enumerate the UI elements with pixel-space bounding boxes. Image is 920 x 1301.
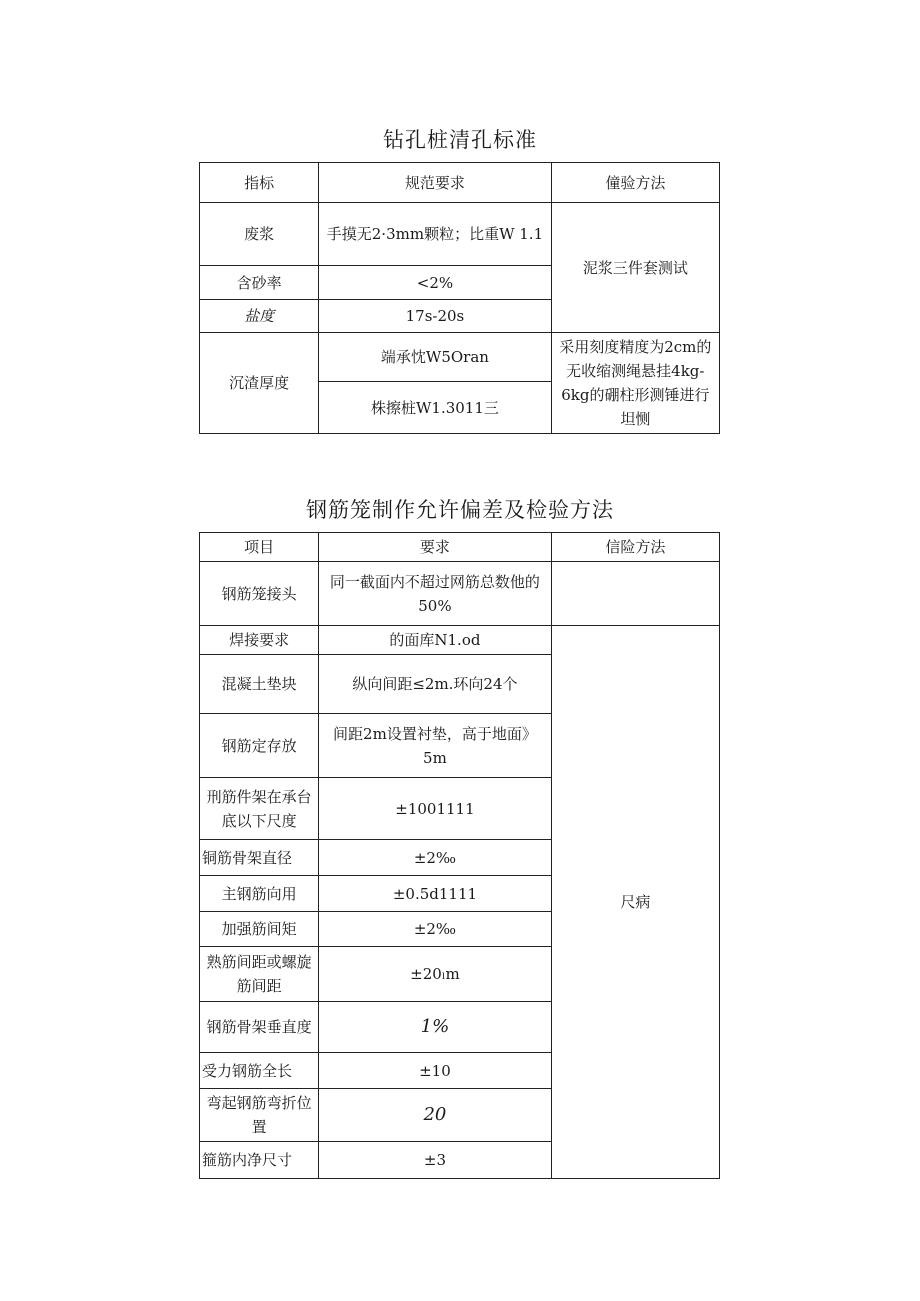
row-name: 钢筋骨架垂直度 — [200, 1002, 319, 1053]
row-name: 箍筋内净尺寸 — [200, 1142, 319, 1179]
header-indicator: 指标 — [200, 163, 319, 203]
row-requirement: ±2‰ — [319, 912, 551, 947]
header-method: 信险方法 — [551, 533, 719, 562]
row-name: 加强筋间矩 — [200, 912, 319, 947]
row-name: 钢筋定存放 — [200, 714, 319, 778]
row-requirement: ±1001111 — [319, 778, 551, 840]
row-name: 混凝土垫块 — [200, 655, 319, 714]
row-requirement: ±2‰ — [319, 840, 551, 876]
row-requirement: ±10 — [319, 1053, 551, 1089]
table-row — [200, 626, 720, 655]
table-row — [200, 333, 720, 382]
row-requirement: 20 — [319, 1089, 551, 1142]
row-name: 主钢筋向用 — [200, 876, 319, 912]
row-name: 盐度 — [200, 300, 319, 333]
row-requirement: ±20ₗm — [319, 947, 551, 1002]
table-row — [200, 203, 720, 266]
table-header-row — [200, 533, 720, 562]
row-name: 熟筋间距或螺旋筋间距 — [200, 947, 319, 1002]
row-requirement: 纵向间距≤2m.环向24个 — [319, 655, 551, 714]
empty-cell — [551, 562, 719, 626]
row-requirement: ±3 — [319, 1142, 551, 1179]
table1-title: 钻孔桩清孔标准 — [383, 128, 537, 152]
clean-hole-standard-table — [199, 162, 720, 434]
header-item: 项目 — [200, 533, 319, 562]
row-requirement: 同一截面内不超过网筋总数他的50% — [319, 562, 551, 626]
row-requirement: 手摸无2·3mm颗粒；比重W 1.1 — [319, 203, 551, 266]
row-name: 废浆 — [200, 203, 319, 266]
row-name: 焊接要求 — [200, 626, 319, 655]
method-sediment-measure: 采用刻度精度为2cm的无收缩测绳悬挂4kg-6kg的硼柱形测锤进行坦恻 — [551, 333, 719, 434]
row-name: 铜筋骨架直径 — [200, 840, 319, 876]
table2-title: 钢筋笼制作允许偏差及检验方法 — [306, 498, 614, 522]
row-requirement: 端承忱W5Oran — [319, 333, 551, 382]
row-name: 弯起钢筋弯折位置 — [200, 1089, 319, 1142]
row-name: 刑筋件架在承台底以下尺度 — [200, 778, 319, 840]
rebar-cage-tolerance-table — [199, 532, 720, 1179]
row-name: 沉渣厚度 — [200, 333, 319, 434]
row-requirement: 1% — [319, 1002, 551, 1053]
row-requirement: 的面库N1.od — [319, 626, 551, 655]
row-requirement: ±0.5d1111 — [319, 876, 551, 912]
table-header-row — [200, 163, 720, 203]
method-slurry-test: 泥浆三件套测试 — [551, 203, 719, 333]
header-method: 僮验方法 — [551, 163, 719, 203]
row-name: 含砂率 — [200, 266, 319, 300]
method-ruler: 尺病 — [551, 626, 719, 1179]
row-name: 受力钢筋全长 — [200, 1053, 319, 1089]
table-row — [200, 562, 720, 626]
row-name: 钢筋笼接头 — [200, 562, 319, 626]
header-requirement: 规范要求 — [319, 163, 551, 203]
row-requirement: <2% — [319, 266, 551, 300]
row-requirement: 17s-20s — [319, 300, 551, 333]
row-requirement: 间距2m设置衬垫，高于地面》5m — [319, 714, 551, 778]
header-requirement: 要求 — [319, 533, 551, 562]
row-requirement: 株擦桩W1.3011三 — [319, 382, 551, 434]
